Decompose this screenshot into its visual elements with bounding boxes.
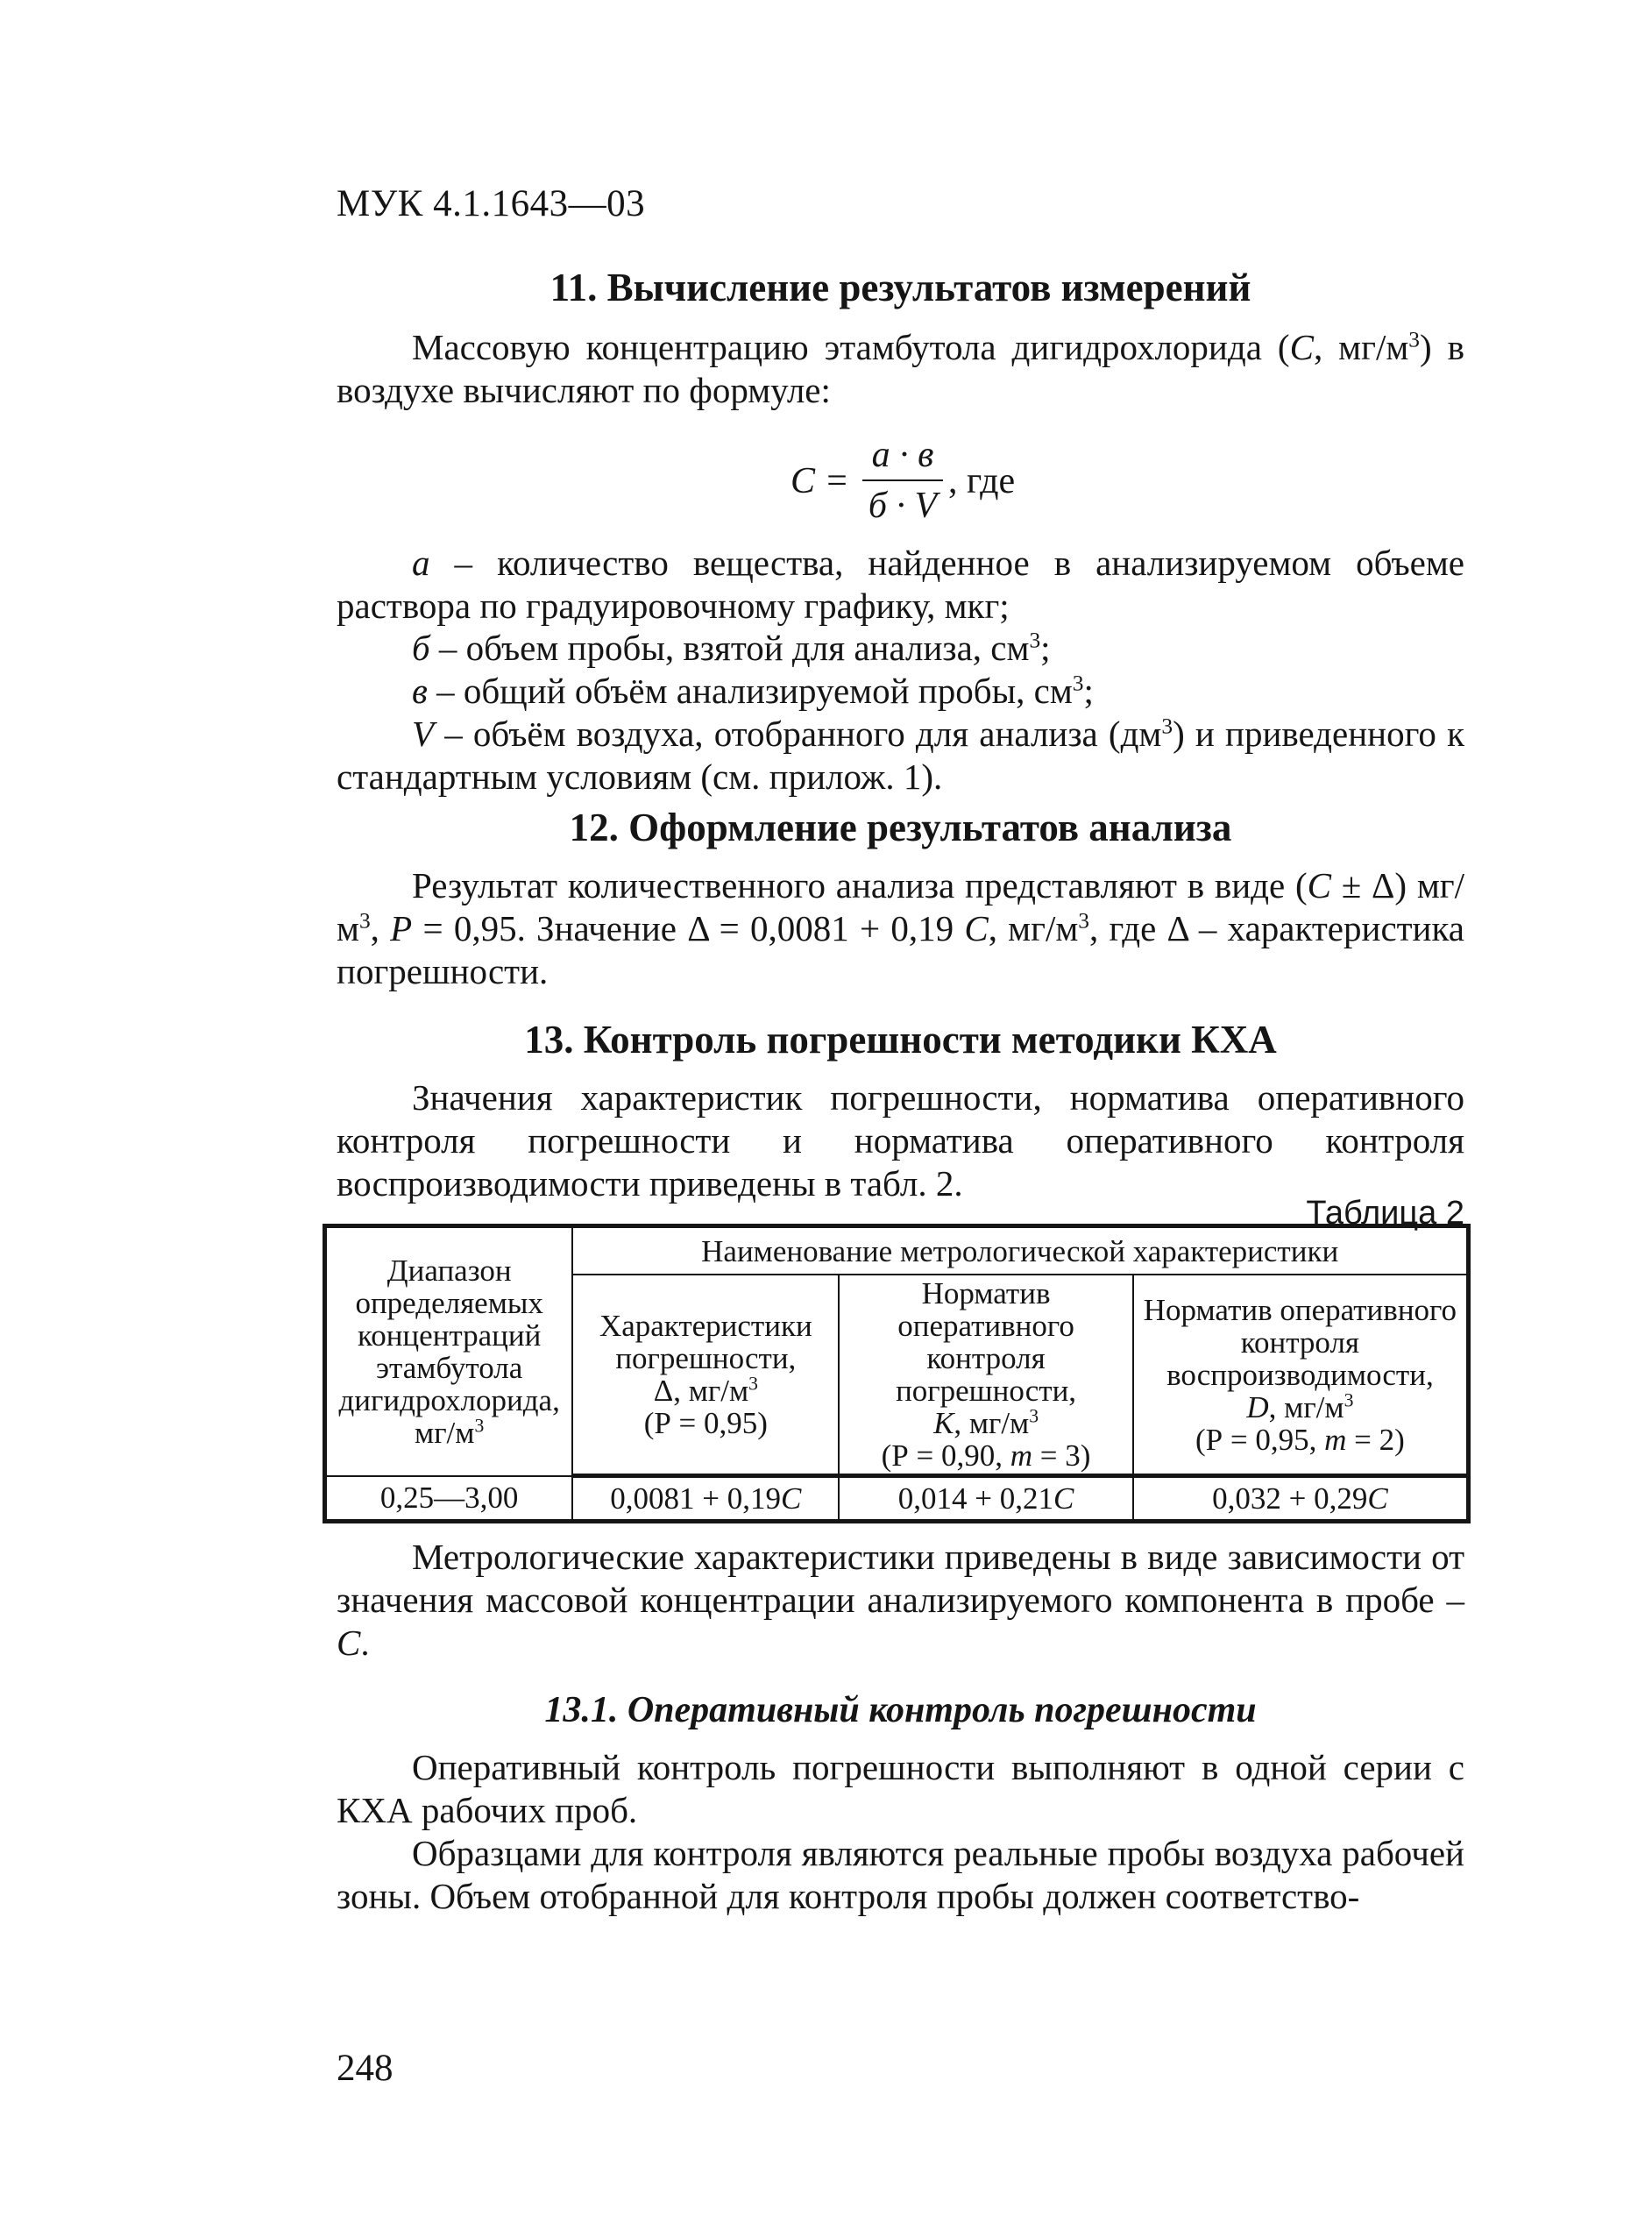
- section-11-intro: Массовую концентрацию этамбутола дигидрохлорида (С, $мг/м^3$) в воздухе вычисляют по формуле:: [337, 327, 1464, 410]
- section-13-1-paragraph-2: Образцами для контроля являются реальные пробы воздуха рабочей зоны. Объем отобранной для контроля пробы должен соответство-: [337, 1833, 1464, 1916]
- section-12-title: 12. Оформление результатов анализа: [569, 806, 1232, 849]
- table-row: [325, 1476, 1469, 1522]
- var-v-definition: в – общий объём анализируемой пробы, $см^3$;: [412, 671, 1094, 711]
- error-characteristic-header: Характеристики погрешности, Δ, $мг/м^3$ (Р = 0,95): [572, 1275, 839, 1476]
- document-code: МУК 4.1.1643—03: [337, 183, 646, 224]
- error-characteristic-cell: 0,0081 + 0,19С: [572, 1476, 839, 1522]
- range-cell: 0,25—3,00: [325, 1476, 573, 1522]
- var-a-definition: а – количество вещества, найденное в анализируемом объеме раствора по градуировочному графику, мкг;: [337, 543, 1464, 626]
- section-11-title: 11. Вычисление результатов измерений: [549, 266, 1251, 309]
- table-caption: Таблица 2: [1306, 1195, 1464, 1232]
- formula-numerator: а · в: [871, 435, 934, 475]
- metrology-table: [323, 1224, 1471, 1523]
- range-column-header: Диапазон определяемых концентраций этамбутола дигидрохлорида, $мг/м^3$: [325, 1226, 573, 1476]
- fraction-bar: [862, 479, 943, 481]
- section-13-1-title: 13.1. Оперативный контроль погрешности: [544, 1690, 1257, 1730]
- reproducibility-control-standard-header: Норматив оперативного контроля воспроизводимости, D, $мг/м^3$ (Р = 0,95, m = 2): [1133, 1275, 1469, 1476]
- error-control-cell: 0,014 + 0,21С: [839, 1476, 1133, 1522]
- var-V-definition: V – объём воздуха, отобранного для анализа $(дм^3)$ и приведенного к стандартным условиям (см. прилож. 1).: [337, 714, 1464, 797]
- formula: [791, 434, 1071, 530]
- var-b-definition: б – объем пробы, взятой для анализа, $см^3$;: [412, 628, 1051, 668]
- error-control-standard-header: Норматив оперативного контроля погрешности, К, $мг/м^3$ (Р = 0,90, m = 3): [839, 1275, 1133, 1476]
- formula-tail: , где: [948, 461, 1016, 501]
- after-table-text: Метрологические характеристики приведены в виде зависимости от значения массовой концентрации анализируемого компонента в пробе – С.: [337, 1537, 1464, 1663]
- section-13-text: Значения характеристик погрешности, норматива оперативного контроля погрешности и норматива оперативного контроля воспроизводимости приведены в табл. 2.: [337, 1077, 1464, 1204]
- group-header: Наименование метрологической характеристики: [572, 1226, 1468, 1275]
- section-13-1-paragraph-1: Оперативный контроль погрешности выполняют в одной серии с КХА рабочих проб.: [337, 1747, 1464, 1830]
- reproducibility-control-cell: 0,032 + 0,29С: [1133, 1476, 1469, 1522]
- section-13-title: 13. Контроль погрешности методики КХА: [524, 1018, 1277, 1062]
- formula-lhs: С =: [791, 461, 849, 501]
- section-12-text: Результат количественного анализа представляют в виде (С ± Δ) $мг/м^3$, Р = 0,95. Значение Δ = 0,0081 + 0,19 С, $мг/м^3$, где Δ – характеристика погрешности.: [337, 865, 1464, 991]
- page-number: 248: [337, 2048, 394, 2089]
- formula-denominator: б · V: [868, 486, 938, 526]
